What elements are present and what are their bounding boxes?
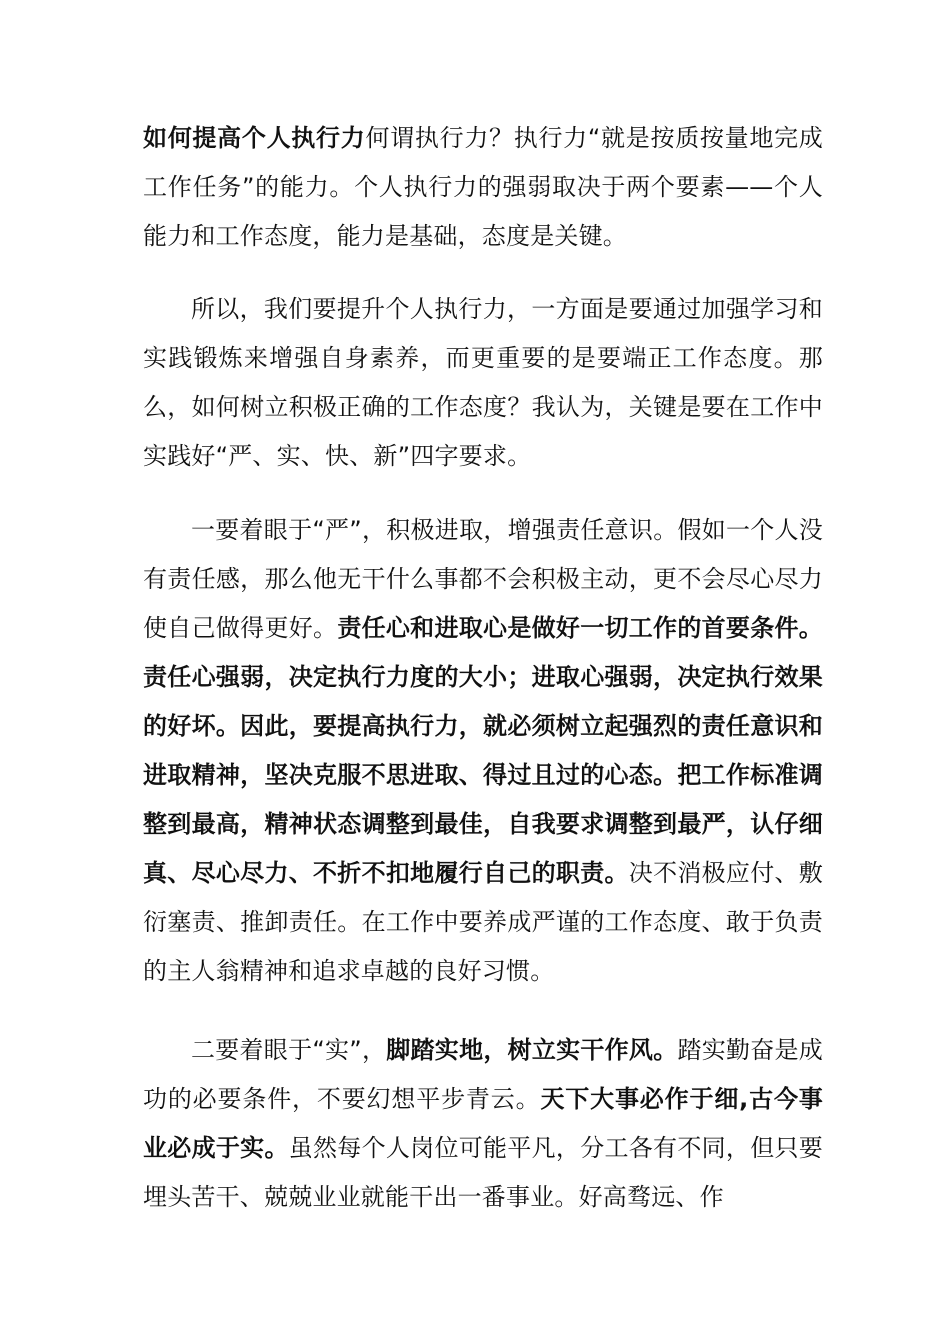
- paragraph-intro: [143, 114, 823, 261]
- paragraph-text: 踏实勤奋是成功的必要条件，不要幻想平步青云。: [143, 1036, 823, 1113]
- paragraph-text: 所以，我们要提升个人执行力，一方面是要通过加强学习和实践锻炼来增强自身素养，而更重要的是要端正工作态度。那么，如何树立积极正确的工作态度？我认为，关键是要在工作中实践好“严、实、快、新”四字要求。: [143, 295, 823, 470]
- paragraph-text: 何谓执行力？执行力“就是按质按量地完成工作任务”的能力。个人执行力的强弱取决于两个要素——个人能力和工作态度，能力是基础，态度是关键。: [143, 124, 823, 250]
- paragraph-text: 决不消极应付、敷衍塞责、推卸责任。在工作中要养成严谨的工作态度、敢于负责的主人翁精神和追求卓越的良好习惯。: [143, 859, 824, 985]
- paragraph-bold-text: 责任心和进取心是做好一切工作的首要条件。责任心强弱，决定执行力度的大小；进取心强弱，决定执行效果的好坏。因此，要提高执行力，就必须树立起强烈的责任意识和进取精神，坚决克服不思进取、得过且过的心态。把工作标准调整到最高，精神状态调整到最佳，自我要求调整到最严，认仔细真、尽心尽力、不折不扣地履行自己的职责。: [143, 614, 823, 887]
- paragraph-2: [143, 285, 823, 481]
- paragraph-practical: [143, 1026, 823, 1222]
- paragraph-text: 一要着眼于“严”，积极进取，增强责任意识。假如一个人没有责任感，那么他无干什么事都不会积极主动，更不会尽心尽力使自己做得更好。: [143, 516, 823, 642]
- paragraph-strict: [143, 506, 823, 996]
- paragraph-bold-text: 天下大事必作于细,古今事业必成于实。: [143, 1085, 823, 1162]
- paragraph-bold-text: 脚踏实地，树立实干作风。: [386, 1036, 678, 1064]
- paragraph-text: 虽然每个人岗位可能平凡，分工各有不同，但只要埋头苦干、兢兢业业就能干出一番事业。好高骛远、作: [143, 1134, 823, 1211]
- document-title: 如何提高个人执行力: [143, 124, 366, 152]
- paragraph-text: 二要着眼于“实”，: [191, 1036, 387, 1064]
